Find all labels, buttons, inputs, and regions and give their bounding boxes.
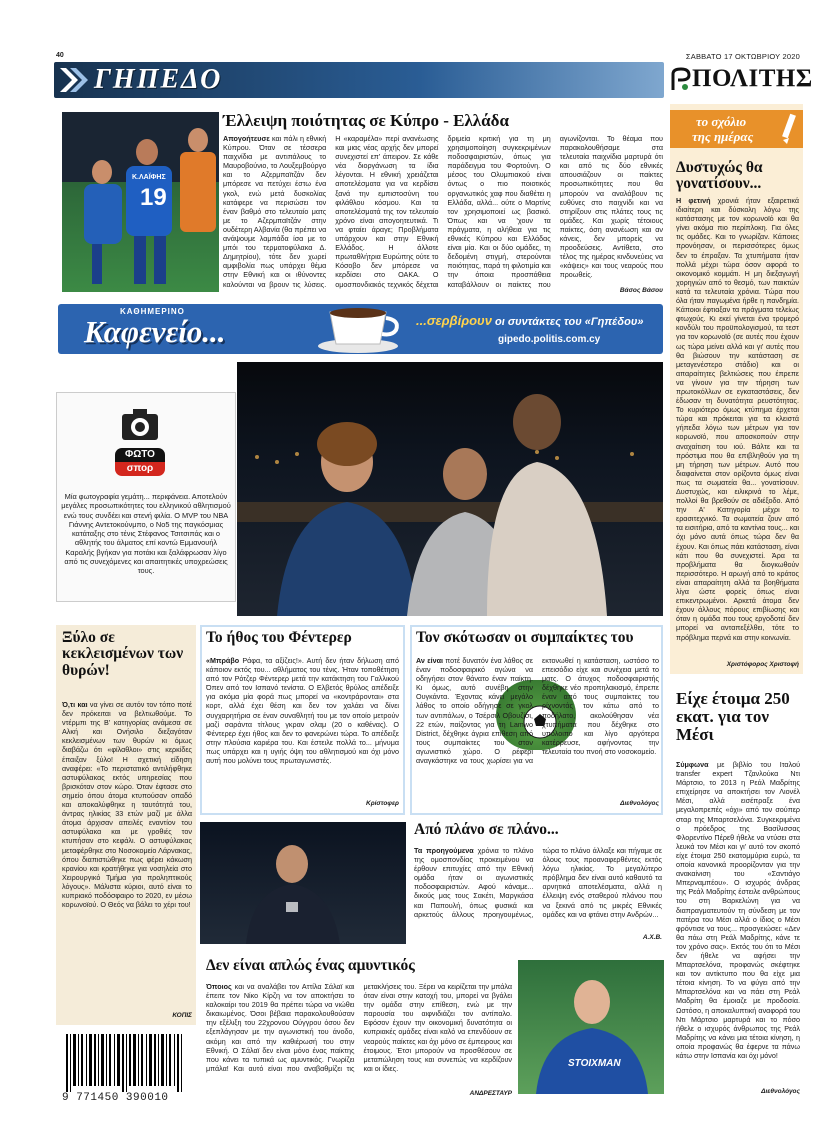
plano-byline: Α.Χ.Β. <box>642 934 662 941</box>
athletes-night-photo <box>237 362 663 616</box>
football-photo <box>62 112 219 292</box>
kafeneio-top: ΚΑΘΗΜΕΡΙΝΟ <box>120 307 185 316</box>
xylo-body <box>62 700 192 1010</box>
xylo-lead: Ό,τι και <box>62 700 88 709</box>
jersey-sponsor: STOIXMAN <box>568 1058 621 1069</box>
main-lead: Απογοήτευσε <box>223 134 270 143</box>
messi-text: με βιβλίο του Ιταλού transfer expert Τζανλούκα Ντι Μάρτσιο, το 2013 η Ρεάλ Μαδρίτης επιχείρησε να αποκτήσει τον Λιονέλ Μέσι, αλλά εισέπραξε ένα μεγαλοπρεπές «όχι» από τον σούπερ σταρ της Μπαρτσελόνα. Συγκεκριμένα ο πρόεδρος της Βασίλισσας Φλορεντίνο Πέρεθ ήθελε να ντύσει στα λευκά τον Μέσι και γι' αυτό τον σκοπό είχε έτοιμα 250 εκατομμύρια ευρώ, τα οποία κανονικά προορίζονταν για την ανακαίνιση του «Σαντιάγο Μπερναμπέου». Ο ισχυρός άνδρας της Ρεάλ Μαδρίτης έστειλε ανθρώπους του στη Βαρκελώνη για να διαπραγματευτούν τη σύνδεση με τον πατέρα του Μέσι αλλά ο ίδιος ο Μέσι φρόντισε να τους... προσγειώσει: «Δεν θα πάω στη Ρεάλ Μαδρίτης, κάνε τε τον χρόνο σας». Εκτός του ότι το Μέσι δεν ήθελε να αφήσει την Μπαρτσελόνα, προφανώς σκέφτηκε και τον αντίκτυπο που θα είχε μια τέτοια κίνηση. Το να φύγει από την Μπαρτσελόνα και να πάει στη Ρεάλ Μαδρίτη θα έμοιαζε με προδοσία. Ωστόσο, η αποκαλυπτική αναφορά του Ντι Μάρτσιο μαρτυρά και το πόσο ήθελε ο ισχυρός άνθρωπος της Ρεάλ Μαδρίτης να κάνει μια τέτοια κίνηση, η οποία προφανώς θα έφερνε τα πάνω κάτω στην Ισπανία και όχι μόνο! <box>676 760 800 1060</box>
jersey-number: 19 <box>140 184 167 211</box>
sidebar-headline: Δυστυχώς θα γονατίσουν... <box>676 159 763 193</box>
messi-headline: Είχε έτοιμα 250 εκατ. για τον Μέσι <box>676 689 790 744</box>
xylo-byline: ΚΟΠΙΣ <box>172 1012 192 1019</box>
chevron-icon <box>56 64 88 96</box>
barcode-number: 9 771450 390010 <box>62 1092 169 1104</box>
teammates-byline: Διεθνολόγος <box>620 800 659 807</box>
teammates-headline: Τον σκότωσαν οι συμπαίκτες του <box>416 629 634 646</box>
teammates-text: ποτέ δυνατόν ένα λάθος σε έναν ποδοσφαιρικό αγώνα να οδηγήσει στον θάνατο έναν παίκτη. Κι όμως, αυτό συνέβη στην Ουγκάντα. Έχοντας κάνει μεγάλο λάθος το οποίο οδήγησε σε γκολ των αντιπάλων, ο Τσέρσιλ Οβουζίσι, 22 ετών, παίζοντας για τη Lamwo District, δέχθηκε άγρια επίθεση από τους συμπαίκτες του στον αγωνιστικό χώρο. Ο ρέφερι αναγκάστηκε να τους χωρίσει για να εκτονωθεί η κατάσταση, ωστόσο το επεισόδιο είχε και συνέχεια μετά το ματς. Ο άτυχος ποδοσφαιριστής δέχθηκε νέο προπηλακισμό, έπρεπε έναν από τους συμπαίκτες του ρίχνοντάς τον κάτω από το ποδήλατο, ακολούθησαν νέα χτυπήματα που δέχθηκε στο υπόλοιπο και λίγο αργότερα κατέρρευσε, αφήνοντας την τελευταία του πνοή στο νοσοκομείο. <box>416 656 659 766</box>
defender-lead: Όποιος <box>206 982 232 991</box>
page-number: 40 <box>56 52 64 59</box>
newspaper-logo <box>668 62 813 98</box>
plano-lead: Τα προηγούμενα <box>414 846 474 855</box>
camera-icon <box>120 406 160 442</box>
federer-lead: «Μπράβο <box>206 656 240 665</box>
plano-body <box>414 846 662 938</box>
kafeneio-title: Καφενείο... <box>84 314 226 349</box>
logo-mark-icon <box>670 66 692 92</box>
sidebar-lead: Η φετινή <box>676 196 711 205</box>
jersey-name: Κ.ΛΑΪΦΗΣ <box>132 174 166 181</box>
federer-text: Ράφα, τα αξίζεις!». Αυτή δεν ήταν δήλωση από κάποιον εκτός του... αθλήματος του τένις. Ήταν τοποθέτηση από τον Ρότζερ Φέντερερ μετά την κατάκτηση του Γαλλικού Όπεν από τον Ισπανό τενίστα. Ο Ελβετός θρύλος απέδειξε για ακόμα μία φορά πως μπορεί να «κοντράρονται» στα κορτ, αλλά έχει θέση και δεν τον χαλάει να δίνει συγχαρητήρια σε έναν συναθλητή του με τον οποίο μετρούν μαζί σαράντα τίτλους γκραν σλαμ (20 ο καθένας). Ο Φέντερερ έχει ήθος και δεν το φανερώνει τώρα. Το απέδειξε στην πλούσια καριέρα του. Και έστειλε πολλά το... μήνυμα πως υπάρχει και η υγιής όψη του αθλητισμού και όχι μόνο αυτή που μολύνει τους πρωταγωνιστές. <box>206 656 399 766</box>
xylo-headline: Ξύλο σε κεκλεισμένων των θυρών! <box>62 629 184 679</box>
defender-body <box>206 982 512 1094</box>
sidebar-body <box>676 196 799 658</box>
sidebar-byline: Χριστόφορος Χριστοφή <box>726 661 799 668</box>
kicker-b: της ημέρας <box>692 129 754 144</box>
kafeneio-banner[interactable] <box>58 304 663 354</box>
teammates-lead: Αν είναι <box>416 656 444 665</box>
plano-text: χρόνια το πλάνο της ομοσπονδίας προκειμένου να έρθουν επιτυχίες από την Εθνική ομάδα ήταν οι αγωνιστικές ποδοσφαιριστών. Αφού κάναμε... δικούς μας τους Σακέτι, Μαργκάσα και Παπουλή, όπως φυσικά και αρκετούς άλλους προηγουμένως, τώρα το πλάνο άλλαξε και πήγαμε σε όλους τους προαναφερθέντες εκτός λόγω ηλικίας. Το μεγαλύτερο πρόβλημα δεν είναι αυτό καθαυτό τα αρνητικά αποτελέσματα, αλλά η έλλειψη ενός σταθερού πλάνου που να ξεκινά από τις μικρές Εθνικές ομάδες και να φτάνει στην Ανδρών... <box>414 846 662 919</box>
xylo-text: να γίνει σε αυτόν τον τόπο ποτέ δεν πρόκειται να βελτιωθούμε. Το ντέρμπι της Β' κατηγορίας ανάμεσα σε Αλκή και Ονήσιλο διεξαγόταν κεκλεισμένων των θυρών κι όμως διαβάζω ότι «φίλαθλοι» στις κερκίδες έπαιξαν ξύλο! Η σχετική είδηση αναφέρει: «Το περιστατικό αντιλήφθηκε αστυφύλακας εκτός υπηρεσίας που βρισκόταν στον κώρο. Όταν έφτασε στο σημείο όπου άτομα κτυπούσαν οπαδό και αποκαλύφθηκε η ταυτότητά του, άντρας ηλικίας 33 ετών μαζί με άλλα άτομα άρχισαν απειλές εναντίον του αστυφύλακα και με γροθιές τον κτυπήσαν στο κεφάλι. Ο αστυφύλακας μεταφέρθηκε στο Νοσοκομείο Λάρνακας, όπου διαπιστώθηκε πως φέρει κάκωση κρανίου και κρατήθηκε για νοσηλεία στο Χειρουργικό Τμήμα για προληπτικούς λόγους». Μάλιστα κύριοι, αυτό είναι το κυπριακό ποδόσφαιρο το 2020, εν μέσω κορωνοϊού. Ο Θεός να βάλει το χέρι του! <box>62 700 192 910</box>
section-title: ΓΗΠΕΔΟ <box>94 64 223 95</box>
messi-byline: Διεθνολόγος <box>761 1088 800 1095</box>
kafeneio-url[interactable]: gipedo.politis.com.cy <box>498 334 601 345</box>
section-banner <box>54 62 664 98</box>
coach-photo <box>200 822 406 944</box>
badge-top: ΦΩΤΟ <box>115 448 165 462</box>
main-headline: Έλλειψη ποιότητας σε Κύπρο - Ελλάδα <box>223 111 509 130</box>
messi-body <box>676 760 800 1085</box>
messi-lead: Σύμφωνα <box>676 760 709 769</box>
barcode-bars <box>58 1032 194 1094</box>
kafeneio-tagline-b: οι συντάκτες του «Γηπέδου» <box>495 316 644 328</box>
kicker-a: το σχόλιο <box>696 114 747 129</box>
newspaper-name: ΠΟΛΙΤΗΣ <box>692 65 813 92</box>
federer-byline: Κρίστοφερ <box>366 800 399 807</box>
sidebar-kicker <box>670 110 803 148</box>
plano-headline: Από πλάνο σε πλάνο... <box>414 821 559 838</box>
defender-headline: Δεν είναι απλώς ένας αμυντικός <box>206 957 415 974</box>
federer-headline: Το ήθος του Φέντερερ <box>206 629 352 646</box>
defender-byline: ΑΝΔΡΕΣΤΑΥΡ <box>469 1090 512 1097</box>
photo-sport-badge <box>115 448 165 478</box>
defender-text: και να αναλάβει τον Αττίλα Σάλαϊ και έπειτε τον Νίκο Κίρζη να τον αποκτήσει το καλοκαίρι του 2019 θα πρέπει τώρα να νιώθει δικαιωμένος. Όσοι βέβαια παρακολουθούσαν την εξέλιξη του 22χρονου Ούγγρου όσου δεν εξεπλάγησαν με την αγωνιστική του άνοδο, ακόμη και από την καθιέρωσή του στην Εθνική. Ο Σάλαϊ δεν είναι μόνο ένας παίκτης που κάνει τα τυπικά ως αμυντικός. Γνωρίζει μπάλα! Και αυτό είναι που αναβαθμίζει τις μετακλήσεις του. Ξέρει να κειρίζεται την μπάλα όταν είναι στην κατοχή του, μπορεί να βγάλει την ομάδα στην επίθεση, ενώ με την παρουσία του αιφνιδιάζει τον αντίπαλο. Εφόσον έχουν την οικονομική δυνατότητα οι κυπριακές ομάδες είναι καλό να επενδύουν σε νεαρούς παίκτες και όχι μόνο σε έμπειρους και έτοιμους. Έτσι μπορούν να προσθέσουν σε μεταπώληση τους και συνεπώς να κερδίζουν και οι ίδιες. <box>206 982 512 1073</box>
sidebar-text: χρονιά ήταν εξαιρετικά ιδιαίτερη και δύσκολη λόγω της κατάστασης με τον κορωνοϊό και θα γίνει ακόμα πιο περίπλοκη. Για όλες τις ομάδες. Και το γνωρίζαν. Κάποιες προνόησαν, οι περισσότερες όμως δεν το έπραξαν. Τα χτυπήματα ήταν πολλά μέχρι τώρα όσον αφορά το οικονομικό κομμάτι. Η μη διεξαγωγή χορηγιών από το θεσμό, των παικτών κατά τα τελευταία χρόνια. Τώρα που όλα ήταν παγωμένα ήρθε η πανδημία. Κάποιοι έφτιαξαν τα πράγματα τελείως φτωχούς. Κι εκεί γίνεται ένα τρομερό κονδύλι του προϋπολογισμού, τα τεστ για τον κορωνοϊό (σε αυτές που έχουν ως τώρα μείνει αλλά και γι' αυτές που θα βιώσουν την κατάσταση σε μεταγενέστερο στάδιο) και οι απαραίτητες βελτιώσεις που έπρεπε να γίνουν για την τήρηση των πρωτοκόλλων σε εγκαταστάσεις, δεν έδωσαν τη δυνατότητα ρευστότητας. Το κυριότερο όμως κτύπημα έρχεται τώρα και πρόκειται για τα κλειστά γήπεδα λόγω των μέτρων για τον κορωνοϊό, που αποσκοπούν στην αναχαίτιση του ιού. Βάλτε και τα πρόστιμα που θα επιβληθούν για τη μη τήρηση των μέτρων. Αυτό που διαφαίνεται στον ορίζοντα όμως είναι πως τα σωματεία θα... γονατίσουν. Δυστυχώς, και ειλικρινά το λέμε, πολλοί θα βρεθούν σε αδιέξοδο. Από την Α' Κατηγορία μέχρι το ερασιτεχνικό. Τα σωματεία ζουν από τα εισιτήρια, από τα καντίνια τους... και όχι μόνο αυτά όπως τώρα δεν θα έχουν. Και όπως πάει κατάσταση, είναι κάτι που θα συνεχιστεί. Άρα τα προβλήματα θα διογκωθούν περισσότερο. Η αρωγή από το κράτος είναι απαραίτητη αλλά τα βοηθήματα λίγα ώστε φορείς όπως είναι επικεντρωμένοι. Αρκετά άτομα δεν έχουν άλλους πόρους επιβίωσης και όταν η ομάδα που τους εργοδοτεί δεν μπορεί να ανταπεξέλθει, τότε το πρόβλημα περνά και στην κοινωνία. <box>676 196 799 642</box>
main-byline: Βάσος Βάσου <box>619 287 663 294</box>
pen-icon <box>778 112 800 146</box>
badge-bottom: σπορ <box>115 462 165 476</box>
photo-sport-caption: Μία φωτογραφία γεμάτη... περιφάνεια. Αποτελούν μεγάλες προσωπικότητες του ελληνικού αθλητισμού ενώ τους συνδέει και στενή φιλία. Ο MVP του NBA Γιάννης Αντετοκούνμπο, ο Νο5 της παγκόσμιας κατάταξης στο τένις Στέφανος Τσιτσιπάς και ο αθλητής του άλματος επί κοντώ Εμμανουήλ Καραλής βγήκαν για ποτάκι και ξαλάφρωσαν λίγο από τις συνεχόμενες και απαιτητικές υποχρεώσεις τους. <box>61 492 231 576</box>
federer-body <box>206 656 399 798</box>
defender-photo <box>518 960 664 1094</box>
barcode <box>58 1032 194 1108</box>
main-article-body <box>223 134 663 294</box>
teammates-body <box>416 656 659 798</box>
kafeneio-tagline <box>416 313 643 328</box>
main-text: και πάλι η εθνική Κύπρου. Όταν σε τέσσερα παιχνίδια με αντιπάλους το Μαυροβούνιο, το Λουξεμβούργο και το Αζερμπαϊτζάν δεν μπόρεσε να πετύχει έστω ένα γκολ, ενώ μετά δυσκολίας κατάφερε να περισώσει τον έναν βαθμό στο τελευταίο ματς με το Αζερμπαϊτζάν στην ουδέτερη Αλβανία (θα πρέπει να ανάψουμε λαμπάδα ίσα με το μπόι του τερματοφύλακα Δ. Δημητρίου), τότε δεν χωρεί αμφιβολία πως υπάρχει θέμα στην Εθνική και οι ιθύνοντες καλούνται να βρουν τις λύσεις. Η «καραμέλα» περί ανανέωσης και μιας νέας αρχής δεν μπορεί συνεχιστεί επ' άπειρον. Σε κάθε νέα διοργάνωση τα ίδια λέγονται. Η εθνική χρειάζεται αποτελέσματα για να κερδίσει ξανά την εμπιστοσύνη του φιλάθλου κόσμου. Και τα αποτελέσματά της τον τελευταίο χρόνο είναι απογοητευτικά. Τι να φταίει άραγε; Προβλήματα υπάρχουν και στην Εθνική Ελλάδος. Η άλλοτε πρωταθλήτρια Ευρώπης ούτε το Κόσοβο δεν μπόρεσε να κερδίσει στο ΟΑΚΑ. Ο ομοσπονδιακός τεχνικός δέχεται δριμεία κριτική για τη μη χρησιμοποίηση συγκεκριμένων ποδοσφαιριστών, όπως για παράδειγμα του Φορτούνη. Ο μέσος του Ολυμπιακού είναι όντως ο πιο ποιοτικός οργανωτικός χαφ που διαθέτει η Ελλάδα, αλλά... ούτε ο Μαρτίνς τον χρησιμοποιεί ως βασικό. Όπως και να 'χουν τα πράγματα, η αλήθεια για τις εθνικές Κύπρου και Ελλάδας είναι μία. Και οι δύο ομάδες, τη δεδομένη στιγμή, στερούνται ποιότητας, παρά τη φιλοτιμία και την όποια προσπάθεια καταβάλλουν οι παίκτες που αγωνίζονται. Το θέαμα που παρακολουθήσαμε στα τελευταία παιχνίδια μαρτυρά ότι και από τις δύο εθνικές απουσιάζουν οι παίκτες προσωπικότητες που θα μπορούν να αναλάβουν τις ευθύνες στο παιχνίδι και να στηρίξουν στις πλάτες τους τις ομάδες. Και χωρίς τέτοιους παίκτες, όση ανανέωση και αν κάνεις, δεν μπορείς να προοδεύσεις. Αντίθετα, στο τέλος της ημέρας κινδυνεύεις να «κάψεις» και τους νεαρούς που προωθείς. <box>223 134 663 289</box>
coffee-cup-icon <box>310 304 410 354</box>
issue-date: ΣΑΒΒΑΤΟ 17 ΟΚΤΩΒΡΙΟΥ 2020 <box>685 52 800 61</box>
kafeneio-tagline-a: ...σερβίρουν <box>416 313 492 328</box>
